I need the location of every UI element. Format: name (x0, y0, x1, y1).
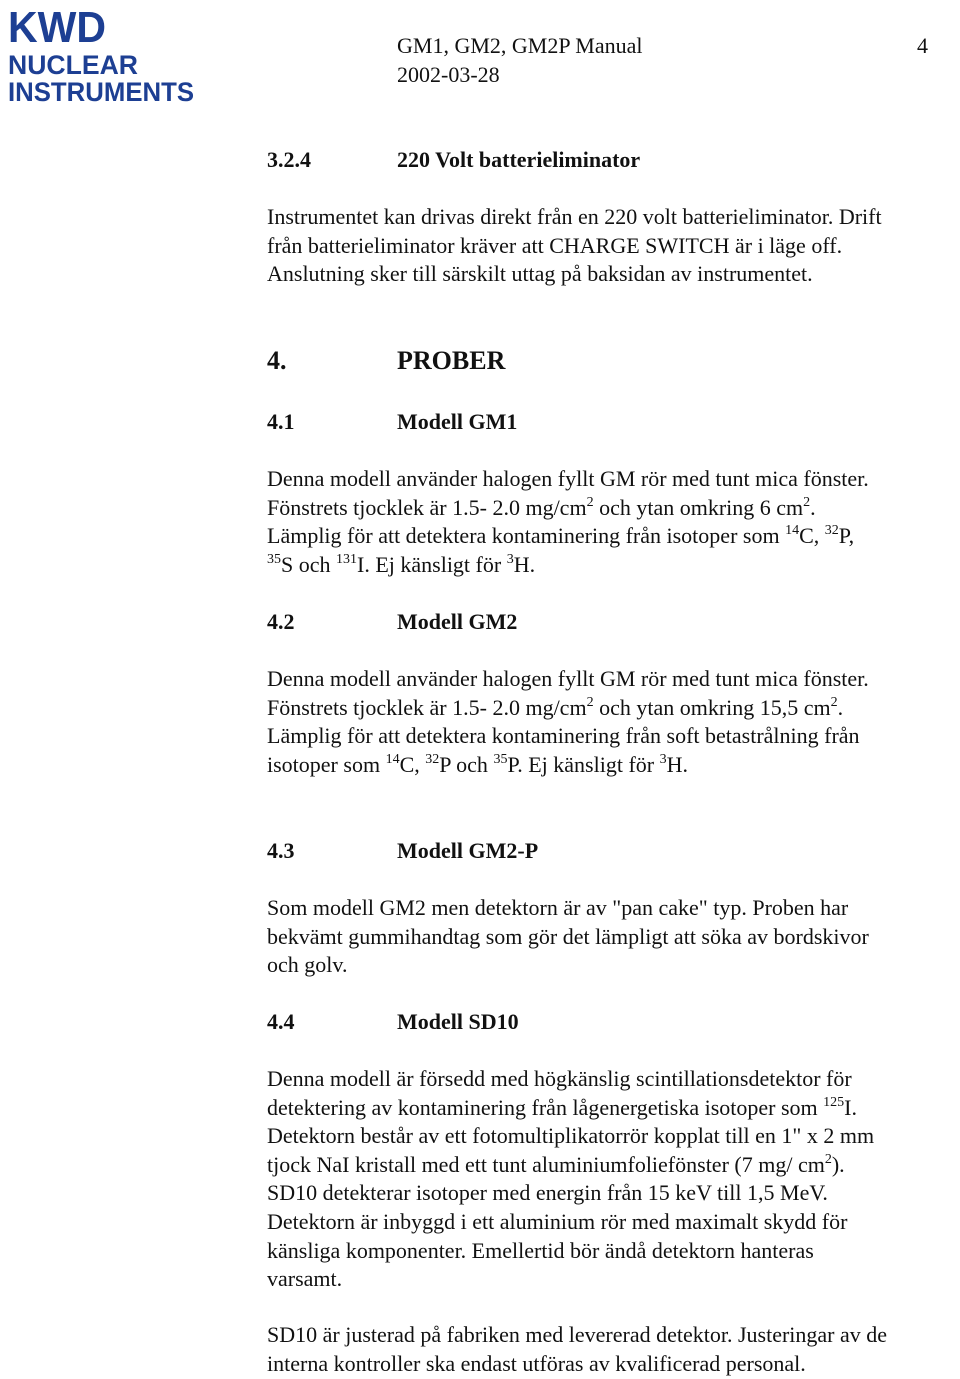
paragraph-line: från batterieliminator kräver att CHARGE SWITCH är i läge off. (267, 232, 843, 258)
paragraph-line: Fönstrets tjocklek är 1.5- 2.0 $mg/cm^2$ och ytan omkring 6 $cm^2$. (267, 494, 816, 520)
paragraph-line: varsamt. (267, 1266, 343, 1292)
document-date: 2002-03-28 (397, 62, 500, 87)
manual-title: GM1, GM2, GM2P Manual (397, 33, 643, 58)
logo-kwd-text: KWD (8, 4, 106, 52)
paragraph-line: $^{35}$S och $^{131}$I. Ej känsligt för $^3$H. (267, 551, 536, 577)
section-4-2-text (267, 665, 957, 779)
paragraph-line: SD10 är justerad på fabriken med levererad detektor. Justeringar av de (267, 1322, 888, 1347)
logo-nuclear-text: NUCLEAR (8, 50, 138, 80)
section-number: 4.1 (267, 409, 295, 434)
section-number: 3.2.4 (267, 147, 311, 172)
paragraph-line: Instrumentet kan drivas direkt från en 220 volt batterieliminator. Drift (267, 204, 882, 229)
section-number: 4.2 (267, 609, 295, 634)
section-title: Modell GM2 (397, 609, 518, 634)
paragraph-line: känsliga komponenter. Emellertid bör ändå detektorn hanteras (267, 1237, 814, 1263)
paragraph-line: SD10 detekterar isotoper med energin från 15 keV till 1,5 MeV. (267, 1180, 828, 1206)
paragraph-line: Anslutning sker till särskilt uttag på baksidan av instrumentet. (267, 261, 813, 287)
paragraph-line: Som modell GM2 men detektorn är av "pan cake" typ. Proben har (267, 895, 849, 920)
section-title: Modell GM1 (397, 409, 518, 434)
section-4-4-text (267, 1065, 957, 1294)
paragraph-line: Detektorn är inbyggd i ett aluminium rör med maximalt skydd för (267, 1208, 848, 1234)
logo-instruments-text: INSTRUMENTS (8, 77, 194, 107)
paragraph-line: detektering av kontaminering från lågenergetiska isotoper som $^{125}$I. (267, 1094, 857, 1120)
paragraph-line: bekvämt gummihandtag som gör det lämpligt att söka av bordskivor (267, 923, 869, 949)
chapter-title: PROBER (397, 346, 506, 375)
section-4-3-text (267, 894, 957, 980)
section-4-1-text (267, 465, 957, 579)
section-3-2-4-text (267, 203, 957, 289)
section-title: 220 Volt batterieliminator (397, 147, 641, 172)
paragraph-line: interna kontroller ska endast utföras av kvalificerad personal. (267, 1350, 806, 1376)
section-number: 4.3 (267, 838, 295, 863)
kwd-nuclear-instruments-logo (6, 4, 196, 108)
chapter-number: 4. (267, 346, 287, 375)
section-number: 4.4 (267, 1009, 295, 1034)
paragraph-line: isotoper som $^{14}$C, $^{32}$P och $^{35}$P. Ej känsligt för $^3$H. (267, 751, 688, 777)
paragraph-line: Denna modell använder halogen fyllt GM rör med tunt mica fönster. (267, 666, 869, 691)
paragraph-line: Denna modell är försedd med högkänslig scintillationsdetektor för (267, 1066, 852, 1091)
paragraph-line: Fönstrets tjocklek är 1.5- 2.0 $mg/cm^2$ och ytan omkring 15,5 $cm^2$. (267, 694, 844, 720)
paragraph-line: Denna modell använder halogen fyllt GM rör med tunt mica fönster. (267, 466, 869, 491)
paragraph-line: Detektorn består av ett fotomultiplikatorrör kopplat till en 1" x 2 mm (267, 1123, 875, 1149)
paragraph-line: Lämplig för att detektera kontaminering från soft betastrålning från (267, 723, 860, 749)
paragraph-line: tjock NaI kristall med ett tunt aluminiumfoliefönster (7 mg/ $cm^2$). (267, 1151, 845, 1177)
section-4-4-adjustment-note (267, 1321, 957, 1378)
section-title: Modell SD10 (397, 1009, 519, 1034)
paragraph-line: Lämplig för att detektera kontaminering från isotoper som $^{14}$C, $^{32}$P, (267, 523, 855, 549)
paragraph-line: och golv. (267, 952, 348, 978)
section-title: Modell GM2-P (397, 838, 539, 863)
page-number: 4 (917, 33, 928, 58)
